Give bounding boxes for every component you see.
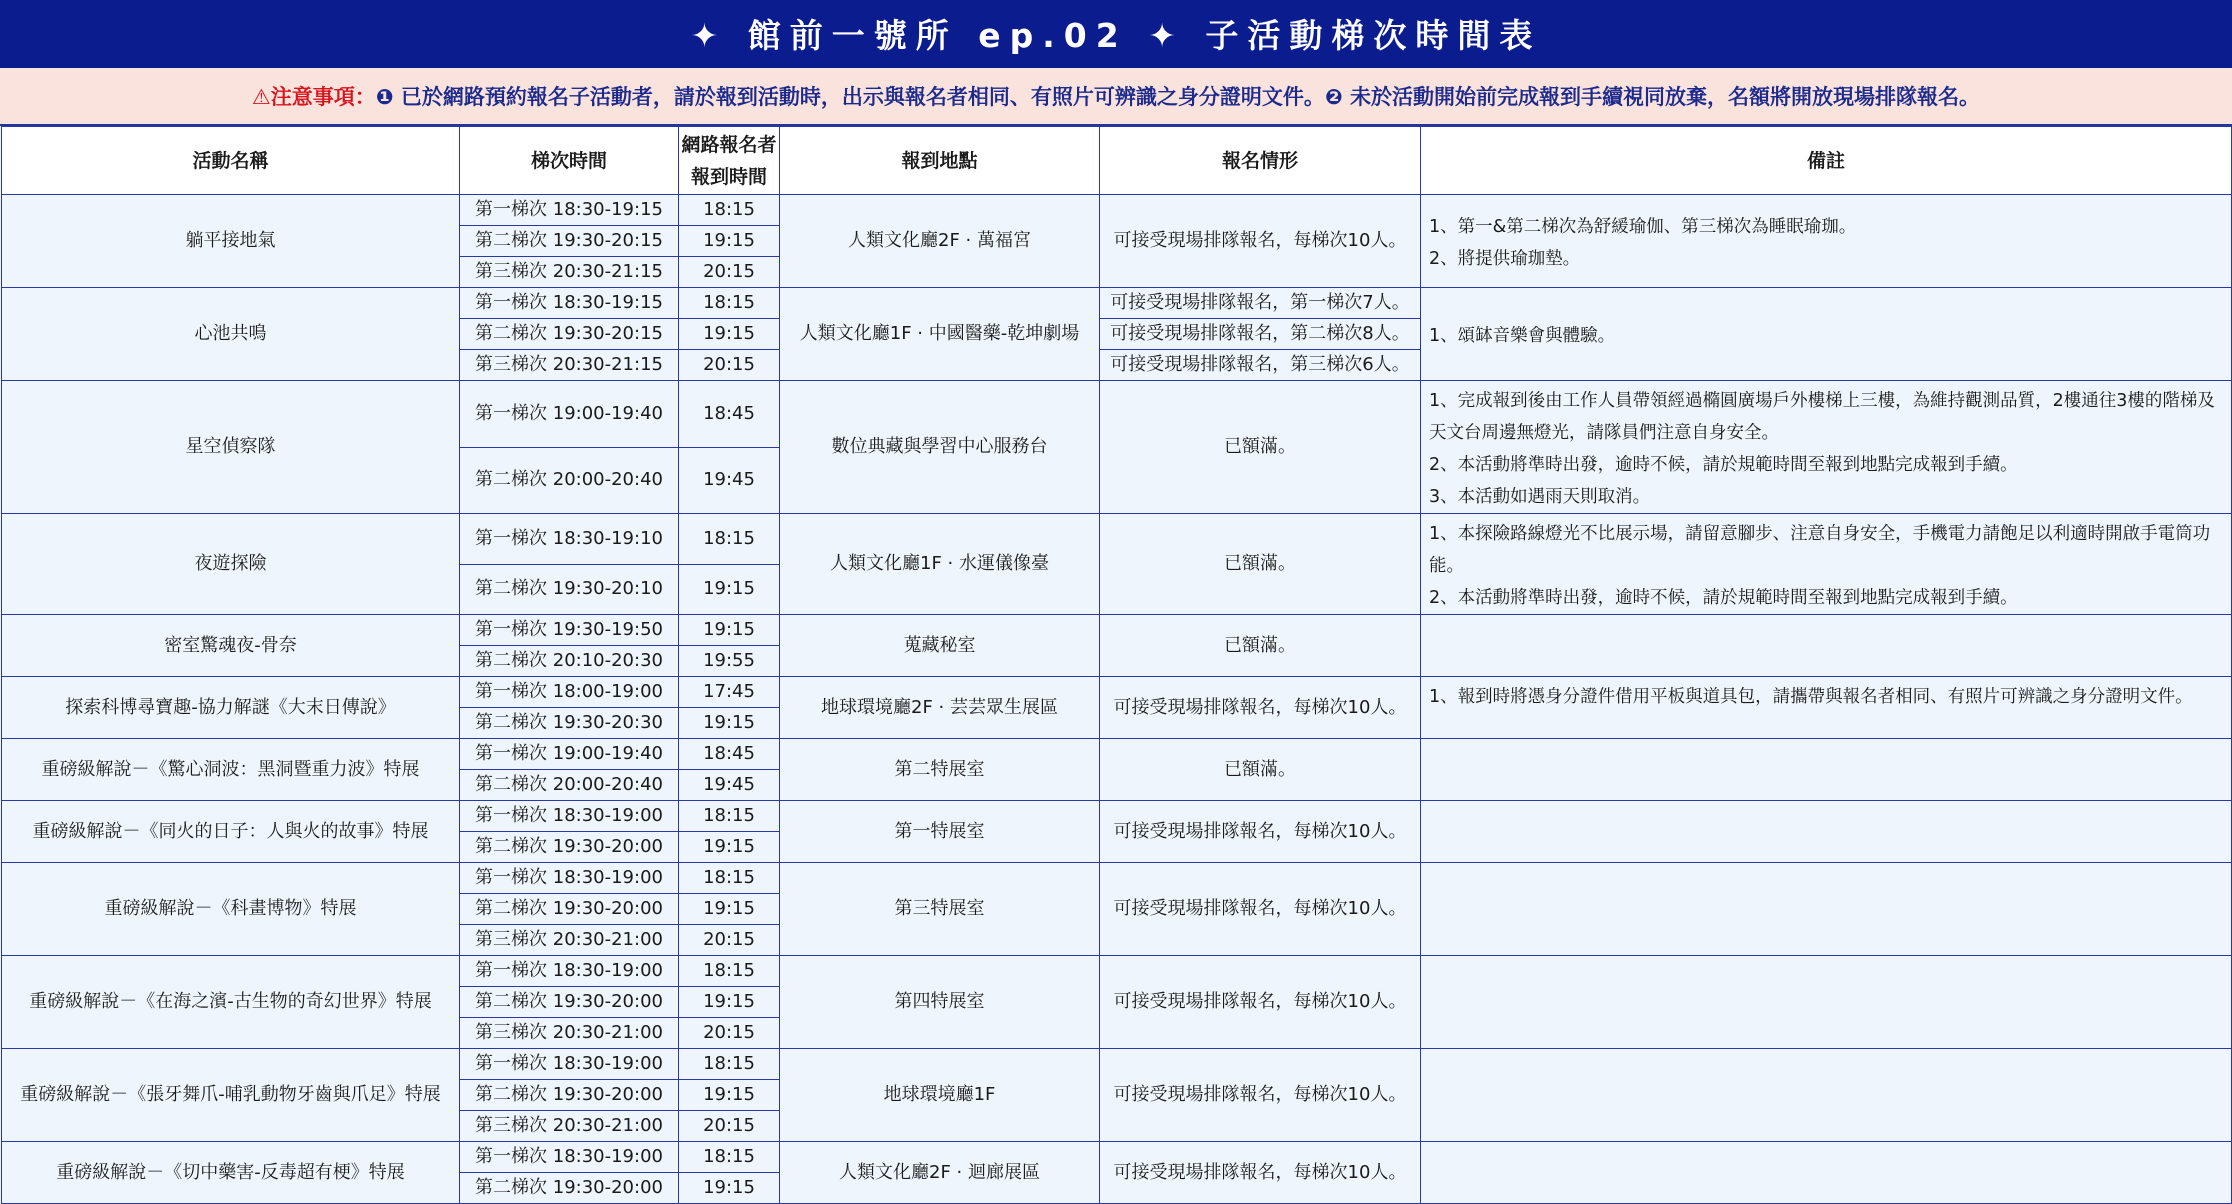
session-time: 第三梯次 20:30-21:15 xyxy=(460,257,679,288)
checkin-location: 人類文化廳2F · 迴廊展區 xyxy=(780,1142,1100,1204)
checkin-time: 19:15 xyxy=(679,894,780,925)
session-time: 第二梯次 20:00-20:40 xyxy=(460,770,679,801)
checkin-time: 18:15 xyxy=(679,288,780,319)
registration-status: 已額滿。 xyxy=(1100,381,1421,514)
table-row xyxy=(2,801,2232,832)
registration-status: 已額滿。 xyxy=(1100,514,1421,615)
activity-name: 重磅級解說－《驚心洞波：黑洞暨重力波》特展 xyxy=(2,739,460,801)
session-time: 第一梯次 19:30-19:50 xyxy=(460,615,679,646)
notes-cell xyxy=(1421,677,2232,739)
note-line: 1、完成報到後由工作人員帶領經過橢圓廣場戶外樓梯上三樓，為維持觀測品質，2樓通往3樓的階梯及天文台周邊無燈光，請隊員們注意自身安全。 xyxy=(1429,391,2215,443)
session-time: 第三梯次 20:30-21:00 xyxy=(460,925,679,956)
notes-cell xyxy=(1421,1049,2232,1142)
session-time: 第二梯次 19:30-20:00 xyxy=(460,987,679,1018)
checkin-location: 第二特展室 xyxy=(780,739,1100,801)
note-line: 2、本活動將準時出發，逾時不候，請於規範時間至報到地點完成報到手續。 xyxy=(1429,455,2018,475)
note-line: 2、將提供瑜珈墊。 xyxy=(1429,249,1581,269)
checkin-time: 20:15 xyxy=(679,1018,780,1049)
checkin-time: 18:15 xyxy=(679,1049,780,1080)
checkin-location: 人類文化廳1F · 水運儀像臺 xyxy=(780,514,1100,615)
activity-name: 密室驚魂夜-骨奈 xyxy=(2,615,460,677)
schedule-table xyxy=(1,126,2232,1204)
checkin-time: 19:15 xyxy=(679,615,780,646)
session-time: 第二梯次 19:30-20:00 xyxy=(460,1173,679,1204)
notes-cell xyxy=(1421,801,2232,863)
registration-status: 可接受現場排隊報名，第一梯次7人。 xyxy=(1100,288,1421,319)
checkin-location: 人類文化廳1F · 中國醫藥-乾坤劇場 xyxy=(780,288,1100,381)
session-time: 第一梯次 18:30-19:00 xyxy=(460,801,679,832)
registration-status: 可接受現場排隊報名，第三梯次6人。 xyxy=(1100,350,1421,381)
checkin-time: 18:15 xyxy=(679,1142,780,1173)
session-time: 第一梯次 18:30-19:10 xyxy=(460,514,679,565)
registration-status: 可接受現場排隊報名，第二梯次8人。 xyxy=(1100,319,1421,350)
table-row xyxy=(2,288,2232,319)
note-line: 1、第一&第二梯次為舒緩瑜伽、第三梯次為睡眠瑜珈。 xyxy=(1429,217,1857,237)
notes-cell xyxy=(1421,195,2232,288)
session-time: 第三梯次 20:30-21:00 xyxy=(460,1111,679,1142)
notes-cell xyxy=(1421,863,2232,956)
checkin-time: 19:45 xyxy=(679,770,780,801)
checkin-time: 19:15 xyxy=(679,1173,780,1204)
checkin-time: 18:15 xyxy=(679,863,780,894)
session-time: 第二梯次 19:30-20:15 xyxy=(460,226,679,257)
checkin-time: 17:45 xyxy=(679,677,780,708)
registration-status: 可接受現場排隊報名，每梯次10人。 xyxy=(1100,1049,1421,1142)
header-location: 報到地點 xyxy=(780,127,1100,195)
table-header-row xyxy=(2,127,2232,195)
checkin-time: 19:15 xyxy=(679,226,780,257)
session-time: 第三梯次 20:30-21:15 xyxy=(460,350,679,381)
notes-cell xyxy=(1421,615,2232,677)
checkin-location: 數位典藏與學習中心服務台 xyxy=(780,381,1100,514)
activity-name: 重磅級解說－《切中藥害-反毒超有梗》特展 xyxy=(2,1142,460,1204)
activity-name: 重磅級解說－《在海之濱-古生物的奇幻世界》特展 xyxy=(2,956,460,1049)
notes-cell xyxy=(1421,1142,2232,1204)
table-row xyxy=(2,514,2232,565)
header-checkin-time: 網路報名者報到時間 xyxy=(679,127,780,195)
session-time: 第二梯次 19:30-20:00 xyxy=(460,1080,679,1111)
notes-cell xyxy=(1421,739,2232,801)
checkin-time: 19:15 xyxy=(679,1080,780,1111)
checkin-time: 19:15 xyxy=(679,987,780,1018)
table-row xyxy=(2,381,2232,448)
checkin-time: 18:15 xyxy=(679,956,780,987)
activity-name: 星空偵察隊 xyxy=(2,381,460,514)
checkin-time: 20:15 xyxy=(679,350,780,381)
session-time: 第二梯次 19:30-20:10 xyxy=(460,564,679,615)
checkin-time: 19:45 xyxy=(679,447,780,514)
registration-status: 可接受現場排隊報名，每梯次10人。 xyxy=(1100,677,1421,739)
checkin-time: 18:15 xyxy=(679,801,780,832)
note-line: 2、本活動將準時出發，逾時不候，請於規範時間至報到地點完成報到手續。 xyxy=(1429,588,2018,608)
checkin-time: 20:15 xyxy=(679,925,780,956)
checkin-time: 19:15 xyxy=(679,832,780,863)
session-time: 第一梯次 18:00-19:00 xyxy=(460,677,679,708)
checkin-time: 18:15 xyxy=(679,514,780,565)
table-row xyxy=(2,1142,2232,1173)
checkin-time: 18:45 xyxy=(679,381,780,448)
activity-name: 重磅級解說－《張牙舞爪-哺乳動物牙齒與爪足》特展 xyxy=(2,1049,460,1142)
session-time: 第二梯次 19:30-20:15 xyxy=(460,319,679,350)
registration-status: 可接受現場排隊報名，每梯次10人。 xyxy=(1100,863,1421,956)
registration-status: 可接受現場排隊報名，每梯次10人。 xyxy=(1100,195,1421,288)
page-title-text: ✦ 館前一號所 ep.02 ✦ 子活動梯次時間表 xyxy=(690,15,1542,55)
checkin-time: 18:45 xyxy=(679,739,780,770)
checkin-location: 人類文化廳2F · 萬福宮 xyxy=(780,195,1100,288)
header-session-time: 梯次時間 xyxy=(460,127,679,195)
notes-cell xyxy=(1421,956,2232,1049)
notice-text: ❶ 已於網路預約報名子活動者，請於報到活動時，出示與報名者相同、有照片可辨識之身分證明文件。❷ 未於活動開始前完成報到手續視同放棄，名額將開放現場排隊報名。 xyxy=(375,85,1980,109)
session-time: 第一梯次 19:00-19:40 xyxy=(460,381,679,448)
checkin-time: 19:15 xyxy=(679,708,780,739)
session-time: 第二梯次 20:00-20:40 xyxy=(460,447,679,514)
checkin-location: 第三特展室 xyxy=(780,863,1100,956)
session-time: 第一梯次 18:30-19:00 xyxy=(460,1049,679,1080)
activity-name: 探索科博尋寶趣-協力解謎《大末日傳說》 xyxy=(2,677,460,739)
note-line: 1、報到時將憑身分證件借用平板與道具包，請攜帶與報名者相同、有照片可辨識之身分證明文件。 xyxy=(1429,687,2193,707)
table-row xyxy=(2,195,2232,226)
registration-status: 可接受現場排隊報名，每梯次10人。 xyxy=(1100,956,1421,1049)
checkin-time: 18:15 xyxy=(679,195,780,226)
activity-name: 重磅級解說－《科畫博物》特展 xyxy=(2,863,460,956)
registration-status: 可接受現場排隊報名，每梯次10人。 xyxy=(1100,801,1421,863)
table-row xyxy=(2,615,2232,646)
checkin-time: 20:15 xyxy=(679,257,780,288)
checkin-time: 19:55 xyxy=(679,646,780,677)
checkin-location: 地球環境廳2F · 芸芸眾生展區 xyxy=(780,677,1100,739)
table-row xyxy=(2,863,2232,894)
session-time: 第一梯次 19:00-19:40 xyxy=(460,739,679,770)
session-time: 第一梯次 18:30-19:00 xyxy=(460,956,679,987)
session-time: 第二梯次 19:30-20:30 xyxy=(460,708,679,739)
session-time: 第一梯次 18:30-19:00 xyxy=(460,1142,679,1173)
table-row xyxy=(2,677,2232,708)
checkin-time: 19:15 xyxy=(679,319,780,350)
notice-banner xyxy=(0,68,2232,126)
registration-status: 已額滿。 xyxy=(1100,739,1421,801)
table-row xyxy=(2,956,2232,987)
activity-name: 心池共鳴 xyxy=(2,288,460,381)
checkin-time: 19:15 xyxy=(679,564,780,615)
session-time: 第二梯次 20:10-20:30 xyxy=(460,646,679,677)
note-line: 3、本活動如遇雨天則取消。 xyxy=(1429,487,1651,507)
note-line: 1、本探險路線燈光不比展示場，請留意腳步、注意自身安全，手機電力請飽足以利適時開啟手電筒功能。 xyxy=(1429,524,2211,576)
header-notes: 備註 xyxy=(1421,127,2232,195)
activity-name: 重磅級解說－《同火的日子：人與火的故事》特展 xyxy=(2,801,460,863)
session-time: 第三梯次 20:30-21:00 xyxy=(460,1018,679,1049)
header-registration-status: 報名情形 xyxy=(1100,127,1421,195)
page-title xyxy=(0,0,2232,68)
table-row xyxy=(2,739,2232,770)
checkin-location: 地球環境廳1F xyxy=(780,1049,1100,1142)
session-time: 第二梯次 19:30-20:00 xyxy=(460,894,679,925)
checkin-location: 第四特展室 xyxy=(780,956,1100,1049)
table-body xyxy=(2,195,2232,1204)
session-time: 第二梯次 19:30-20:00 xyxy=(460,832,679,863)
checkin-time: 20:15 xyxy=(679,1111,780,1142)
session-time: 第一梯次 18:30-19:15 xyxy=(460,288,679,319)
session-time: 第一梯次 18:30-19:15 xyxy=(460,195,679,226)
notes-cell xyxy=(1421,514,2232,615)
table-row xyxy=(2,1049,2232,1080)
session-time: 第一梯次 18:30-19:00 xyxy=(460,863,679,894)
checkin-location: 第一特展室 xyxy=(780,801,1100,863)
registration-status: 已額滿。 xyxy=(1100,615,1421,677)
notes-cell xyxy=(1421,288,2232,381)
registration-status: 可接受現場排隊報名，每梯次10人。 xyxy=(1100,1142,1421,1204)
activity-name: 躺平接地氣 xyxy=(2,195,460,288)
notice-label: ⚠注意事項： xyxy=(251,85,376,109)
header-activity-name: 活動名稱 xyxy=(2,127,460,195)
checkin-location: 蒐藏秘室 xyxy=(780,615,1100,677)
note-line: 1、頌缽音樂會與體驗。 xyxy=(1429,326,1616,346)
notes-cell xyxy=(1421,381,2232,514)
activity-name: 夜遊探險 xyxy=(2,514,460,615)
